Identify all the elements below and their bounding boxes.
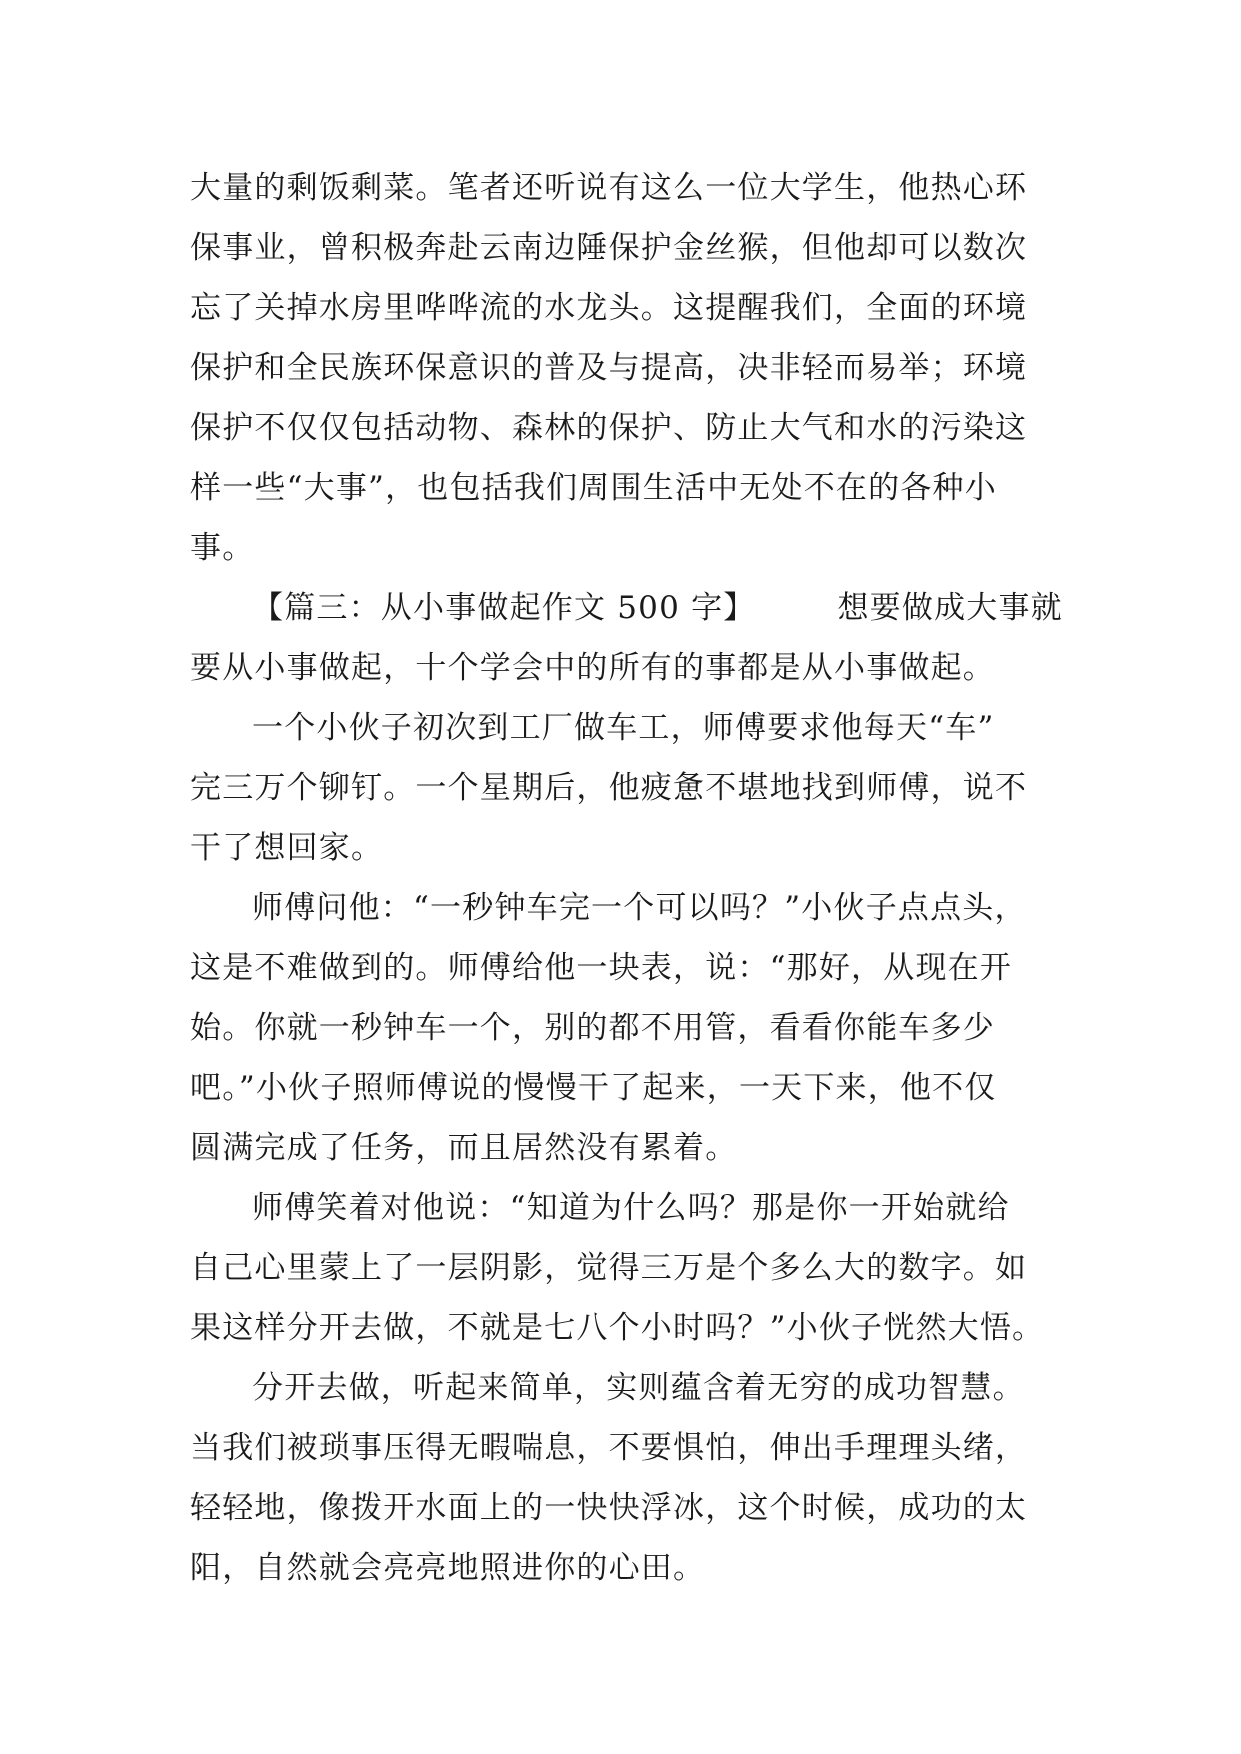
text-line: 吧。”小伙子照师傅说的慢慢干了起来，一天下来，他不仅 bbox=[190, 1070, 997, 1106]
text-line: 样一些“大事”，也包括我们周围生活中无处不在的各种小 bbox=[190, 470, 997, 506]
text-line: 师傅问他：“一秒钟车完一个可以吗？”小伙子点点头， bbox=[252, 890, 1027, 926]
paragraph bbox=[190, 158, 1060, 578]
section-heading-paragraph bbox=[190, 578, 1063, 698]
text-line: 师傅笑着对他说：“知道为什么吗？那是你一开始就给 bbox=[252, 1190, 1010, 1226]
text-line: 当我们被琐事压得无暇喘息，不要惧怕，伸出手理理头绪， bbox=[190, 1430, 1028, 1466]
text-line: 阳，自然就会亮亮地照进你的心田。 bbox=[190, 1550, 706, 1586]
text-line: 大量的剩饭剩菜。笔者还听说有这么一位大学生，他热心环 bbox=[190, 170, 1028, 206]
text-line: 分开去做，听起来简单，实则蕴含着无穷的成功智慧。 bbox=[252, 1370, 1025, 1406]
text-line: 干了想回家。 bbox=[190, 830, 384, 866]
text-line: 果这样分开去做，不就是七八个小时吗？”小伙子恍然大悟。 bbox=[190, 1310, 1045, 1346]
text-line: 自己心里蒙上了一层阴影，觉得三万是个多么大的数字。如 bbox=[190, 1250, 1028, 1286]
text-line: 轻轻地，像拨开水面上的一快快浮冰，这个时候，成功的太 bbox=[190, 1490, 1028, 1526]
essay-body bbox=[190, 158, 1063, 1598]
text-line: 事。 bbox=[190, 530, 255, 566]
paragraph bbox=[190, 878, 1060, 1178]
section-heading: 【篇三：从小事做起作文 500 字】 bbox=[252, 590, 756, 626]
paragraph bbox=[190, 1178, 1060, 1358]
text-line: 要从小事做起，十个学会中的所有的事都是从小事做起。 bbox=[190, 650, 995, 686]
text-line: 一个小伙子初次到工厂做车工，师傅要求他每天“车” bbox=[252, 710, 995, 746]
text-line: 保护不仅仅包括动物、森林的保护、防止大气和水的污染这 bbox=[190, 410, 1028, 446]
paragraph bbox=[190, 698, 1060, 878]
text-line: 这是不难做到的。师傅给他一块表，说：“那好，从现在开 bbox=[190, 950, 1013, 986]
text-line: 忘了关掉水房里哗哗流的水龙头。这提醒我们，全面的环境 bbox=[190, 290, 1028, 326]
paragraph bbox=[190, 1358, 1060, 1598]
heading-line bbox=[190, 578, 1063, 638]
text-line: 始。你就一秒钟车一个，别的都不用管，看看你能车多少 bbox=[190, 1010, 995, 1046]
text-line: 完三万个铆钉。一个星期后，他疲惫不堪地找到师傅，说不 bbox=[190, 770, 1028, 806]
text-line: 圆满完成了任务，而且居然没有累着。 bbox=[190, 1130, 738, 1166]
text-line: 保护和全民族环保意识的普及与提高，决非轻而易举；环境 bbox=[190, 350, 1028, 386]
heading-tail-text: 想要做成大事就 bbox=[837, 590, 1063, 626]
text-line: 保事业，曾积极奔赴云南边陲保护金丝猴，但他却可以数次 bbox=[190, 230, 1028, 266]
